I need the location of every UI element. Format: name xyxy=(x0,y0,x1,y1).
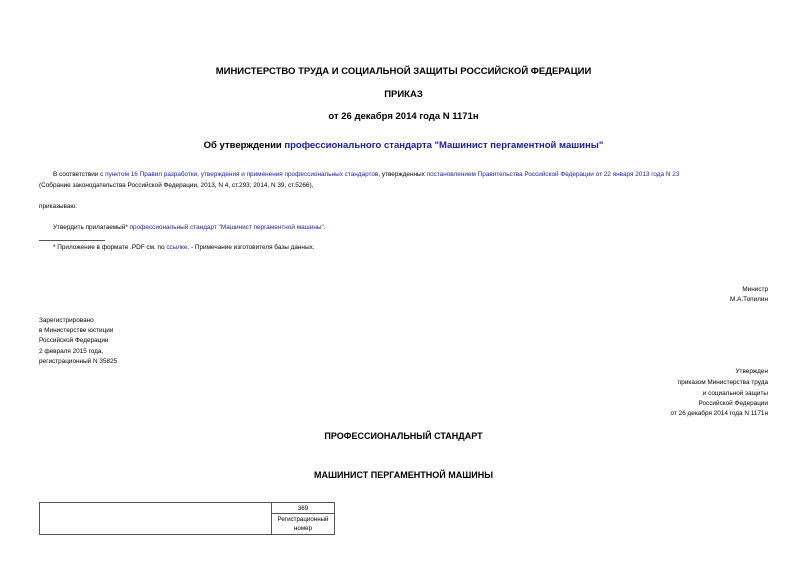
preamble-line-2: (Собрание законодательства Российской Федерации, 2013, N 4, ст.293; 2014, N 39, ст.5266), xyxy=(39,182,314,189)
rules-point-16-link[interactable]: пунктом 16 Правил разработки, утверждения и применения профессиональных стандартов xyxy=(105,171,379,178)
approve-line xyxy=(53,223,326,233)
registration-line-4: 2 февраля 2015 года, xyxy=(39,348,104,355)
signature-name: М.А.Топилин xyxy=(730,296,768,303)
subject-standard-link[interactable]: профессионального стандарта "Машинист пергаментной машины" xyxy=(284,140,604,151)
government-resolution-link[interactable]: постановлением Правительства Российской Федерации от 22 января 2013 года N 23 xyxy=(426,171,680,178)
standard-heading: ПРОФЕССИОНАЛЬНЫЙ СТАНДАРТ xyxy=(324,431,483,441)
order-date-number: от 26 декабря 2014 года N 1171н xyxy=(328,111,479,122)
registration-label-line-2: номер xyxy=(294,525,313,532)
approve-text-2: . xyxy=(323,224,326,231)
approve-text-1: Утвердить прилагаемый* xyxy=(53,224,130,231)
signature-position: Министр xyxy=(742,286,768,293)
preamble-line-1 xyxy=(53,170,679,180)
registration-line-5: регистрационный N 35825 xyxy=(39,358,118,365)
standard-title: МАШИНИСТ ПЕРГАМЕНТНОЙ МАШИНЫ xyxy=(313,470,494,480)
footnote xyxy=(53,243,315,253)
registration-number-value: 369 xyxy=(272,503,335,514)
table-cell-empty xyxy=(40,503,272,535)
approved-line-4: Российской Федерации xyxy=(698,400,768,407)
approved-standard-link[interactable]: профессиональный стандарт "Машинист пергаментной машины" xyxy=(129,224,324,231)
table-row xyxy=(40,503,335,514)
doc-type: ПРИКАЗ xyxy=(384,89,423,100)
registration-number-table xyxy=(39,502,335,535)
approved-line-3: и социальной защиты xyxy=(702,390,768,397)
approved-line-5: от 26 декабря 2014 года N 1171н xyxy=(670,410,768,417)
registration-line-2: в Министерстве юстиции xyxy=(39,327,114,334)
registration-line-1: Зарегистрировано xyxy=(39,317,94,324)
pdf-link[interactable]: ссылке xyxy=(166,244,188,251)
registration-line-3: Российской Федерации xyxy=(39,337,109,344)
order-word: приказываю: xyxy=(39,203,77,210)
preamble-text-1: В соответствии с xyxy=(53,171,106,178)
order-subject xyxy=(0,140,807,151)
footnote-text-2: . - Примечание изготовителя базы данных. xyxy=(187,244,315,251)
approved-line-1: Утвержден xyxy=(735,368,768,375)
footnote-divider xyxy=(39,240,105,241)
footnote-text-1: * Приложение в формате .PDF см. по xyxy=(53,244,167,251)
registration-number-label xyxy=(272,514,335,535)
ministry-title: МИНИСТЕРСТВО ТРУДА И СОЦИАЛЬНОЙ ЗАЩИТЫ РОССИЙСКОЙ ФЕДЕРАЦИИ xyxy=(215,66,592,77)
subject-prefix: Об утверждении xyxy=(203,140,285,151)
registration-label-line-1: Регистрационный xyxy=(277,516,329,523)
approved-line-2: приказом Министерства труда xyxy=(677,379,768,386)
preamble-text-2: , утвержденных xyxy=(378,171,427,178)
